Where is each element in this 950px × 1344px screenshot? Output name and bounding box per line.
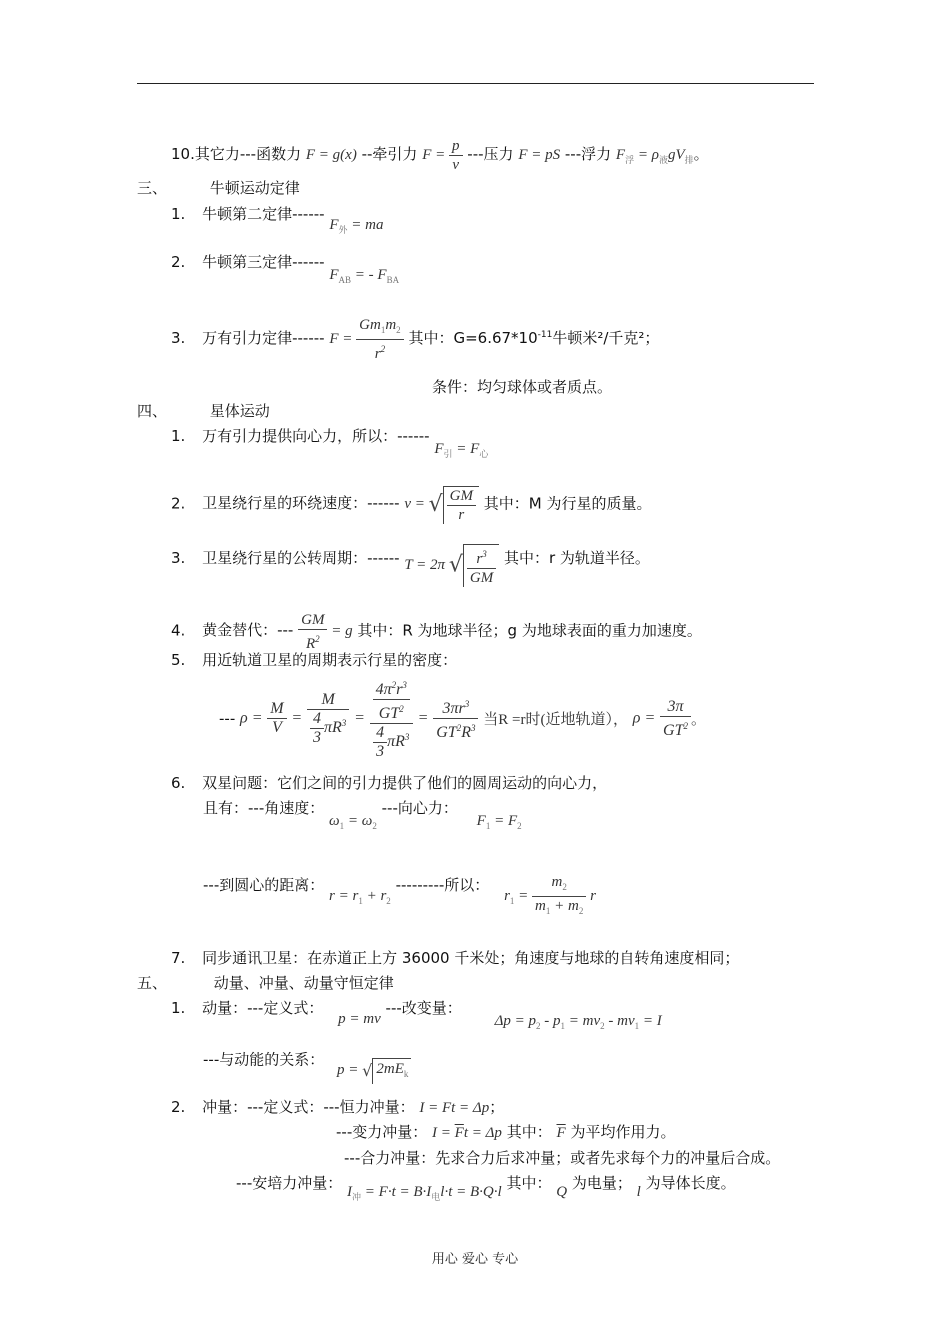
text: 为电量； [571,1174,632,1192]
item-number: 2. [171,253,186,271]
section-number: 四、 [137,402,168,420]
item-number: 1. [171,205,186,223]
formula-newton-second: $F_外$ = ma [329,217,384,235]
g-exponent: -11 [537,329,553,340]
item-text: 卫星绕行星的公转周期：------ [202,548,400,567]
formula-momentum: p = mv [338,1011,381,1027]
sec4-item-3 [171,538,650,586]
binary-star-row-2 [203,863,596,916]
momentum-item-1 [171,998,662,1031]
item-number: 2. [171,1098,186,1116]
formula-traction-force: F = $\frac{p}{v}$ [422,147,462,163]
symbol-l: l [636,1184,641,1200]
sec4-item-5 [171,650,457,670]
formula-ampere-impulse: $I_冲 = F\cdot t = B\cdot I_电l\cdot t = B\cdot Q\cdot l$ [347,1184,502,1202]
text: --牵引力 [361,144,418,163]
impulse-resultant [344,1148,780,1168]
item-number: 3. [171,548,186,567]
text: 10.其它力---函数力 [171,144,302,163]
item-text: 牛顿第三定律------ [202,253,325,271]
formula-force-equal: $F_1 = F_2$ [476,813,522,831]
item-number: 6. [171,774,186,792]
item-text: 动量：---定义式： [202,999,324,1017]
section-title: 星体运动 [209,402,270,420]
text: 为平均作用力。 [570,1123,676,1141]
sec3-item-2 [171,252,400,285]
formula-buoyancy: $F_浮 = \rho_液gV_排$ [615,146,694,165]
line-10 [171,137,709,174]
item-text: 同步通讯卫星：在赤道正上方 36000 千米处；角速度与地球的自转角速度相同； [202,949,740,967]
header-rule [137,83,814,84]
symbol-average-force: $\overline{F}$ [556,1125,566,1141]
sec4-item-6 [171,773,607,793]
sec4-item-1 [171,426,489,459]
formula-gravitation: F = $\frac{Gm_1m_2}{r^2}$ [329,331,403,347]
item-number: 2. [171,494,186,513]
text: ---压力 [467,144,514,163]
text: 其中： [506,1174,552,1192]
section-number: 五、 [137,974,168,992]
section-number: 三、 [137,179,168,197]
text: ---到圆心的距离： [203,875,325,894]
sec4-item-4 [171,611,702,653]
formula-momentum-change: $\Delta p = p_2 - p_1 = mv_2 - mv_1 = I$ [494,1013,662,1031]
sec3-item-1 [171,204,384,235]
condition-text: 条件：均匀球体或者质点。 [432,378,613,396]
item-number: 1. [171,427,186,445]
near-orbit-condition: 当R =r时(近地轨道）， [483,712,628,728]
binary-star-row-1 [203,798,522,831]
impulse-item-2 [171,1097,504,1118]
formula-orbital-velocity: v = √ $\frac{GM}{r}$ [404,496,479,512]
item-note: 其中：r 为轨道半径。 [503,548,650,567]
text: ---改变量： [385,999,462,1017]
section-4-heading [137,401,270,421]
item-number: 4. [171,621,186,640]
sec4-item-2 [171,486,652,524]
sec3-item-3 [171,316,659,363]
text: 且有：---角速度： [203,799,325,817]
item-text: 双星问题：它们之间的引力提供了他们的圆周运动的向心力， [202,774,608,792]
text: 其中： [506,1123,552,1141]
formula-density: --- ρ = $\frac{M}{V}$ = M $\frac{4}{3}$ $\pi R^3$ = $\frac{4\pi^2r^3}{GT^2}$ $\frac{4}{3}$ $\pi R^3$ = $\frac{3\pi r^3}{GT^2R^3}$ 当R =r时(近地轨道）， ρ = $\frac{3\pi}{GT^2}$ 。 [219,676,706,761]
momentum-kinetic-relation [203,1048,411,1080]
item-number: 7. [171,949,186,967]
section-5-heading [137,973,394,993]
formula-p-ek: p = √ $2mE_k$ [337,1062,411,1078]
item-text: 用近轨道卫星的周期表示行星的密度： [202,651,458,669]
formula-newton-third: $F_{AB}$ = - $F_{BA}$ [329,267,400,285]
item-text: 黄金替代：--- [202,621,294,640]
item-note: 其中：M 为行星的质量。 [483,494,652,513]
formula-constant-impulse: I = Ft = Δp [419,1100,490,1116]
text: ； [489,1098,505,1116]
text: --- [219,709,236,728]
symbol-q: Q [556,1184,568,1200]
item-number: 5. [171,651,186,669]
section-title: 牛顿运动定律 [209,179,300,197]
item-text: 万有引力定律------ [202,328,325,347]
item-note: 其中：R 为地球半径；g 为地球表面的重力加速度。 [357,621,702,640]
formula-function-force: F = g(x) [305,146,357,163]
page-footer: 用心 爱心 专心 [431,1252,519,1267]
formula-orbital-period: T = 2π √ $\frac{r^3}{GM}$ [404,557,499,573]
item-text: 牛顿第二定律------ [202,205,325,223]
text: ---变力冲量： [336,1123,428,1141]
item-number: 3. [171,328,186,347]
g-constant-note: 其中：G=6.67*10 [408,328,538,347]
text: 为导体长度。 [645,1174,736,1192]
text: ---浮力 [564,144,612,163]
text: 。 [690,712,706,728]
formula-r-sum: $r = r_1 + r_2$ [329,887,391,906]
section-3-heading [137,178,300,198]
sec4-item-7 [171,948,739,968]
formula-gravity-centripetal: $F_引 = F_心$ [434,441,489,459]
impulse-ampere [236,1173,736,1202]
text: ---------所以： [395,875,490,894]
item-text: 冲量：---定义式：---恒力冲量： [202,1098,415,1116]
text: ---安培力冲量： [236,1174,343,1192]
text: 。 [693,144,709,163]
g-unit: 牛顿米²/千克²； [552,328,660,347]
sec3-condition [432,377,612,397]
item-text: 万有引力提供向心力，所以：------ [202,427,430,445]
formula-variable-impulse: $I = \overline{F}t = \Delta p$ [432,1125,502,1141]
text: ---合力冲量：先求合力后求冲量；或者先求每个力的冲量后合成。 [344,1149,781,1167]
impulse-variable [336,1122,675,1143]
formula-pressure-force: F = pS [518,146,561,163]
item-number: 1. [171,999,186,1017]
formula-r1: $r_1$ = $\frac{m_2}{m_1 + m_2}$ r [504,874,596,916]
text: ---向心力： [381,799,458,817]
formula-golden-substitution: $\frac{GM}{R^2}$ = g [298,623,352,639]
formula-omega-equal: $\omega_1 = \omega_2$ [329,813,377,831]
section-title: 动量、冲量、动量守恒定律 [213,974,394,992]
text: ---与动能的关系： [203,1050,325,1069]
item-text: 卫星绕行星的环绕速度：------ [202,494,400,513]
